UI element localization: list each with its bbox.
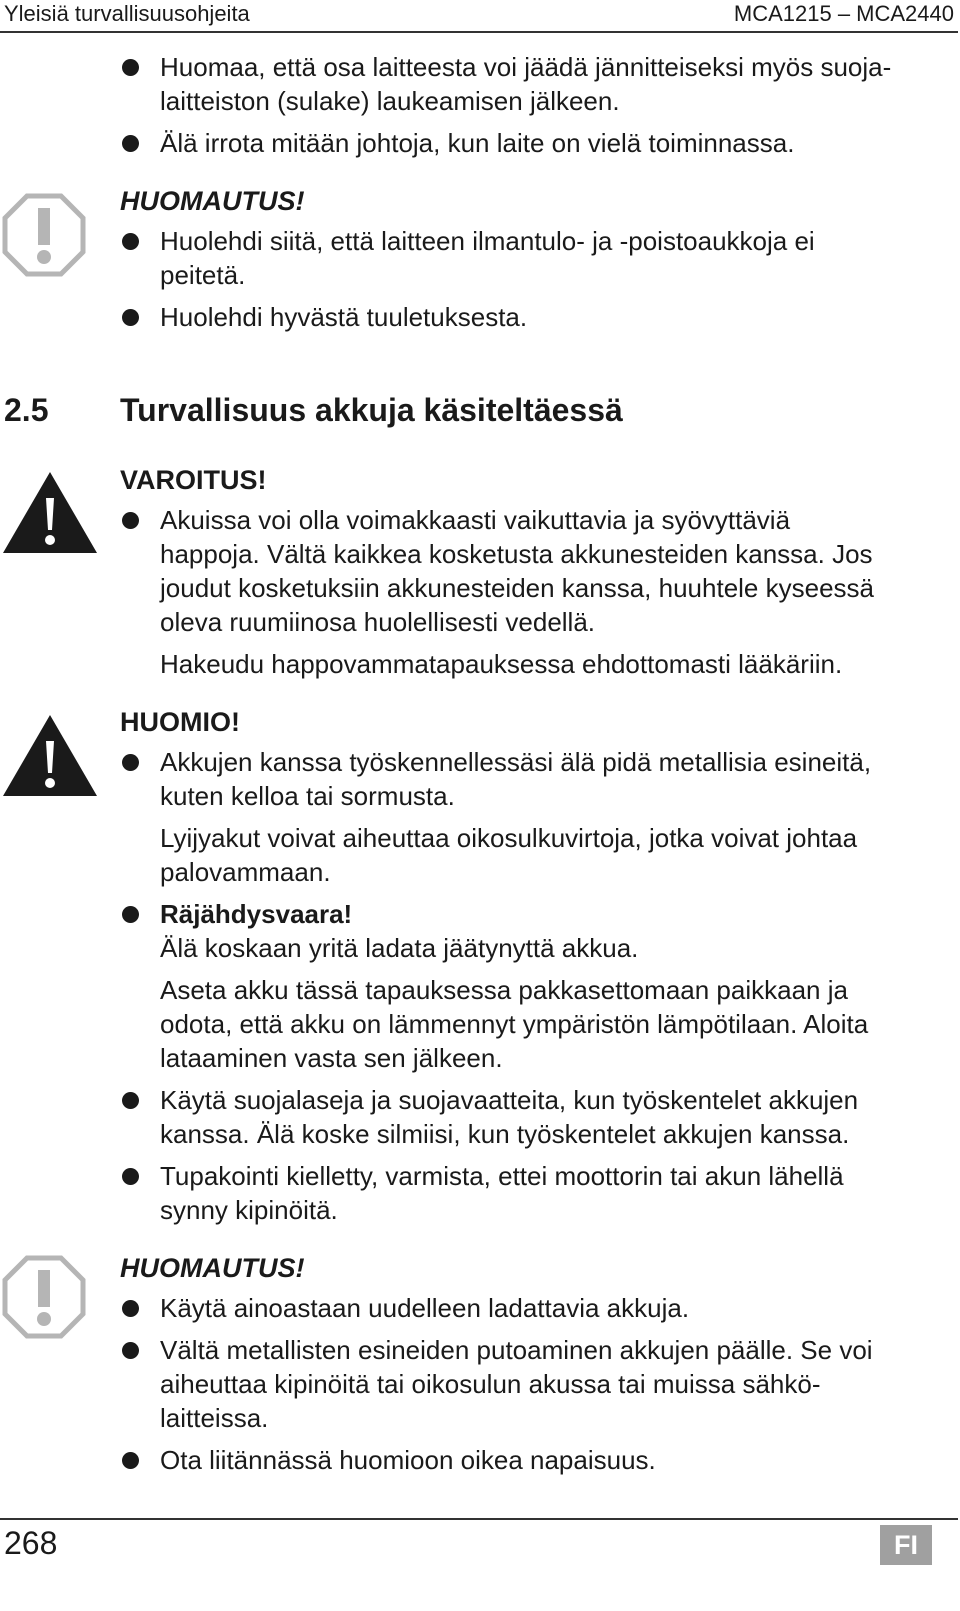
list-item: Akkujen kanssa työskennellessäsi älä pidä metallisia esineitä, kuten kelloa tai sormusta. bbox=[120, 745, 950, 813]
warning-heading: VAROITUS! bbox=[120, 465, 267, 495]
footer-rule bbox=[0, 1518, 958, 1520]
list-item: Huomaa, että osa laitteesta voi jäädä jännitteiseksi myös suoja- laitteiston (sulake) laukeamisen jälkeen. bbox=[120, 50, 950, 118]
header-section-title: Yleisiä turvallisuusohjeita bbox=[4, 1, 250, 26]
explosion-hazard-label: Räjähdysvaara! bbox=[160, 899, 353, 929]
list-item: Vältä metallisten esineiden putoaminen akkujen päälle. Se voi aiheuttaa kipinöitä tai oikosulun akussa tai muissa sähkö- laitteissa. bbox=[120, 1333, 950, 1435]
list-item: Käytä suojalaseja ja suojavaatteita, kun työskentelet akkujen kanssa. Älä koske silmiisi, kun työskentelet akkujen kanssa. bbox=[120, 1083, 950, 1151]
list-item: Käytä ainoastaan uudelleen ladattavia akkuja. bbox=[120, 1291, 950, 1325]
section-title: Turvallisuus akkuja käsiteltäessä bbox=[120, 392, 623, 428]
notice-heading: HUOMAUTUS! bbox=[120, 1253, 305, 1283]
language-badge: FI bbox=[880, 1525, 932, 1565]
section-number: 2.5 bbox=[4, 392, 49, 428]
page-header bbox=[0, 0, 960, 32]
header-rule bbox=[0, 31, 958, 33]
list-item-continuation: Lyijyakut voivat aiheuttaa oikosulkuvirtoja, jotka voivat johtaa palovammaan. bbox=[160, 823, 858, 887]
notice-heading: HUOMAUTUS! bbox=[120, 186, 305, 216]
list-item: Tupakointi kielletty, varmista, ettei moottorin tai akun lähellä synny kipinöitä. bbox=[120, 1159, 950, 1227]
list-item: Huolehdi hyvästä tuuletuksesta. bbox=[120, 300, 950, 334]
triangle-warning-icon bbox=[2, 470, 98, 554]
list-item: Akuissa voi olla voimakkaasti vaikuttavia ja syövyttäviä happoja. Vältä kaikkea kosketusta akkunesteiden kanssa. Jos joudut kosketuksiin akkunesteiden kanssa, huuhtele kyseessä oleva ruumiinosa huolellisesti vedellä. bbox=[120, 503, 950, 639]
octagon-exclamation-icon bbox=[2, 1255, 86, 1339]
list-item: Älä irrota mitään johtoja, kun laite on vielä toiminnassa. bbox=[120, 126, 950, 160]
list-item-continuation: Hakeudu happovammatapauksessa ehdottomasti lääkäriin. bbox=[160, 649, 843, 679]
list-item bbox=[120, 897, 950, 965]
page-number: 268 bbox=[4, 1525, 58, 1561]
list-item: Ota liitännässä huomioon oikea napaisuus. bbox=[120, 1443, 950, 1477]
caution-heading: HUOMIO! bbox=[120, 707, 240, 737]
triangle-warning-icon bbox=[2, 713, 98, 797]
octagon-exclamation-icon bbox=[2, 193, 86, 277]
header-model: MCA1215 – MCA2440 bbox=[733, 1, 954, 26]
content-column bbox=[120, 50, 950, 1477]
list-item-text: Älä koskaan yritä ladata jäätynyttä akkua. bbox=[160, 933, 639, 963]
list-item-continuation: Aseta akku tässä tapauksessa pakkasettomaan paikkaan ja odota, että akku on lämmennyt ympäristön lämpötilaan. Aloita lataaminen vasta sen jälkeen. bbox=[160, 975, 869, 1073]
list-item: Huolehdi siitä, että laitteen ilmantulo- ja -poistoaukkoja ei peitetä. bbox=[120, 224, 950, 292]
